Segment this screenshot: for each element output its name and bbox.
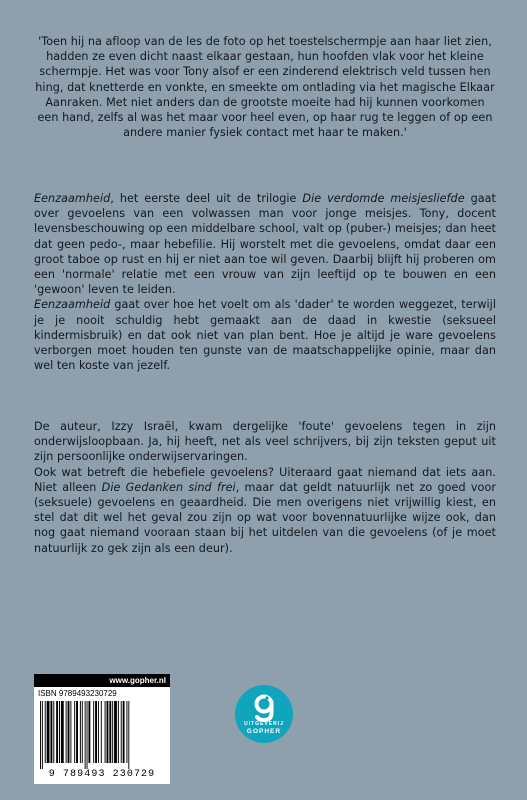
author-paragraph-1: De auteur, Izzy Israël, kwam dergelijke 'foute' gevoelens tegen in zijn onderwijsloopbaan. Ja, hij heeft, net als veel schrijvers, bij zijn teksten geput uit zijn persoonlijke onderwijservaringen.	[34, 420, 496, 464]
book-title: Eenzaamheid	[34, 192, 111, 205]
author-text: , maar dat geldt natuurlijk net zo goed voor (seksuele) gevoelens en geaardheid. Die men overigens niet vrijwillig kiest, en stel dat dit wel het geval zou zijn op wat voor bovennatuurlijke wijze ook, dan nog gaat niemand vooraan staan bij het uitdelen van die gevoelens (of je moet natuurlijk zo gek zijn als een deur).	[34, 480, 496, 555]
barcode-bars	[40, 701, 164, 769]
logo-line-2: GOPHER	[246, 728, 282, 735]
synopsis-text: , het eerste deel uit de trilogie	[110, 192, 303, 205]
synopsis-paragraph-2	[34, 297, 496, 373]
publisher-url: www.gopher.nl	[34, 674, 170, 687]
publisher-logo	[235, 685, 293, 743]
isbn-barcode	[34, 674, 170, 784]
synopsis-text: gaat over hoe het voelt om als 'dader' te worden weggezet, terwijl je je nooit schuldig hebt gemaakt aan de daad in kwestie (seksueel kindermisbruik) en dat ook niet van plan bent. Hoe je altijd je ware gevoelens verborgen moet houden ten gunste van de maatschappelijke opinie, maar dan wel ten koste van jezelf.	[34, 298, 496, 373]
author-paragraph-2	[34, 465, 496, 556]
logo-line-1: UITGEVERIJ	[244, 721, 284, 727]
synopsis-section	[34, 191, 496, 386]
book-title: Eenzaamheid	[34, 298, 111, 312]
synopsis-text: gaat over gevoelens van een volwassen man voor jonge meisjes. Tony, docent levensbeschouwing op een middelbare school, valt op (puber-) meisjes; dan heet dat geen pedo-, maar hebefilie. Hij worstelt met die gevoelens, omdat daar een groot taboe op rust en hij er niet aan toe wil geven. Daarbij blijft hij proberen om een 'normale' relatie met een vrouw van zijn leeftijd op te bouwen en een 'gewoon' leven te leiden.	[34, 192, 496, 297]
back-cover-quote	[34, 34, 496, 153]
isbn-label: ISBN 9789493230729	[38, 689, 117, 698]
quote-text: 'Toen hij na afloop van de les de foto op het toestelschermpje aan haar liet zien, hadden ze even dicht naast elkaar gestaan, hun hoofden vlak voor het kleine schermpje. Het was voor Tony alsof er een zinderend elektrisch veld tussen hen hing, dat knetterde en vonkte, en smeekte om ontlading via het magische Elkaar Aanraken. Met niet anders dan de grootste moeite had hij kunnen voorkomen een hand, zelfs al was het maar voor heel even, op haar rug te leggen of op een andere manier fysiek contact met haar te maken.'	[35, 35, 495, 140]
italic-phrase: Die Gedanken sind frei	[101, 480, 236, 494]
synopsis-paragraph-1	[34, 191, 496, 297]
author-section	[34, 419, 496, 569]
trilogy-title: Die verdomde meisjesliefde	[302, 192, 465, 205]
author-text: Ook wat betreft die hebefiele gevoelens? Uiteraard gaat niemand dat iets aan. Niet alleen	[34, 465, 496, 494]
isbn-digits: 9 789493 230729	[48, 769, 156, 780]
